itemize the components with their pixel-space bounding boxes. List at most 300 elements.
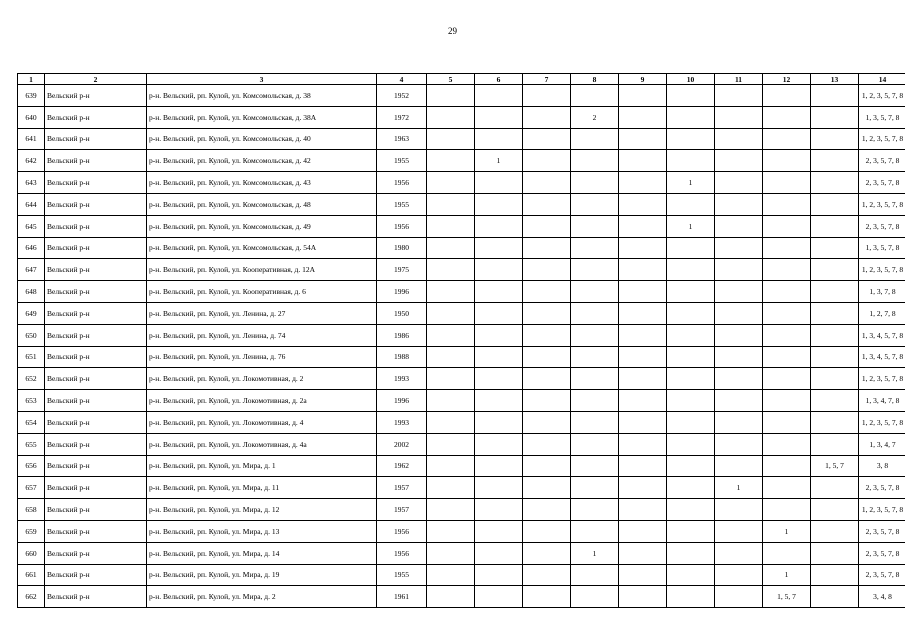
column-header-14: 14 (859, 74, 905, 85)
col-8-cell: 2 (571, 106, 619, 128)
table-row (18, 564, 905, 586)
district-cell: Вельский р-н (45, 85, 147, 107)
district-cell: Вельский р-н (45, 390, 147, 412)
col-13-cell (811, 390, 859, 412)
district-cell: Вельский р-н (45, 586, 147, 608)
col-9-cell (619, 390, 667, 412)
table-row (18, 128, 905, 150)
col-9-cell (619, 259, 667, 281)
col-11-cell (715, 237, 763, 259)
col-9-cell (619, 542, 667, 564)
district-cell: Вельский р-н (45, 324, 147, 346)
district-cell: Вельский р-н (45, 346, 147, 368)
year-cell: 1993 (377, 411, 427, 433)
col-14-cell: 1, 3, 5, 7, 8 (859, 237, 905, 259)
col-13-cell (811, 477, 859, 499)
col-11-cell (715, 520, 763, 542)
district-cell: Вельский р-н (45, 193, 147, 215)
col-12-cell (763, 455, 811, 477)
year-cell: 1996 (377, 281, 427, 303)
col-13-cell (811, 237, 859, 259)
address-cell: р-н. Вельский, рп. Кулой, ул. Комсомольская, д. 48 (147, 193, 377, 215)
col-14-cell: 2, 3, 5, 7, 8 (859, 542, 905, 564)
col-7-cell (523, 499, 571, 521)
column-header-4: 4 (377, 74, 427, 85)
col-11-cell: 1 (715, 477, 763, 499)
col-7-cell (523, 520, 571, 542)
table-row (18, 455, 905, 477)
col-6-cell (475, 499, 523, 521)
col-7-cell (523, 368, 571, 390)
address-cell: р-н. Вельский, рп. Кулой, ул. Мира, д. 13 (147, 520, 377, 542)
col-14-cell: 1, 2, 3, 5, 7, 8 (859, 85, 905, 107)
col-5-cell (427, 368, 475, 390)
table-row (18, 172, 905, 194)
year-cell: 1962 (377, 455, 427, 477)
col-9-cell (619, 128, 667, 150)
col-12-cell (763, 346, 811, 368)
col-7-cell (523, 128, 571, 150)
col-8-cell (571, 215, 619, 237)
col-5-cell (427, 586, 475, 608)
table-row (18, 520, 905, 542)
col-5-cell (427, 324, 475, 346)
col-10-cell (667, 564, 715, 586)
col-9-cell (619, 281, 667, 303)
col-6-cell (475, 411, 523, 433)
col-12-cell (763, 281, 811, 303)
col-13-cell (811, 542, 859, 564)
year-cell: 1952 (377, 85, 427, 107)
col-8-cell (571, 390, 619, 412)
col-11-cell (715, 564, 763, 586)
col-11-cell (715, 106, 763, 128)
col-7-cell (523, 346, 571, 368)
col-12-cell (763, 237, 811, 259)
col-12-cell (763, 259, 811, 281)
col-13-cell (811, 259, 859, 281)
col-10-cell (667, 433, 715, 455)
address-cell: р-н. Вельский, рп. Кулой, ул. Локомотивная, д. 4а (147, 433, 377, 455)
col-11-cell (715, 542, 763, 564)
row-number-cell: 649 (18, 302, 45, 324)
district-cell: Вельский р-н (45, 128, 147, 150)
year-cell: 1961 (377, 586, 427, 608)
district-cell: Вельский р-н (45, 520, 147, 542)
address-cell: р-н. Вельский, рп. Кулой, ул. Комсомольская, д. 40 (147, 128, 377, 150)
col-7-cell (523, 564, 571, 586)
col-5-cell (427, 259, 475, 281)
col-8-cell (571, 302, 619, 324)
table-row (18, 237, 905, 259)
table-row (18, 586, 905, 608)
column-header-5: 5 (427, 74, 475, 85)
table-row (18, 215, 905, 237)
col-8-cell (571, 172, 619, 194)
col-6-cell (475, 433, 523, 455)
col-9-cell (619, 520, 667, 542)
buildings-table (17, 73, 905, 608)
column-header-7: 7 (523, 74, 571, 85)
row-number-cell: 642 (18, 150, 45, 172)
col-11-cell (715, 150, 763, 172)
col-9-cell (619, 106, 667, 128)
col-13-cell (811, 150, 859, 172)
col-9-cell (619, 150, 667, 172)
col-9-cell (619, 368, 667, 390)
col-5-cell (427, 281, 475, 303)
col-7-cell (523, 477, 571, 499)
year-cell: 1955 (377, 150, 427, 172)
district-cell: Вельский р-н (45, 455, 147, 477)
table-row (18, 85, 905, 107)
col-6-cell (475, 368, 523, 390)
col-13-cell (811, 128, 859, 150)
col-10-cell (667, 411, 715, 433)
row-number-cell: 657 (18, 477, 45, 499)
col-8-cell (571, 237, 619, 259)
header-row (18, 74, 905, 85)
col-14-cell: 2, 3, 5, 7, 8 (859, 477, 905, 499)
col-14-cell: 1, 3, 4, 5, 7, 8 (859, 324, 905, 346)
district-cell: Вельский р-н (45, 499, 147, 521)
address-cell: р-н. Вельский, рп. Кулой, ул. Ленина, д. 74 (147, 324, 377, 346)
col-10-cell (667, 520, 715, 542)
col-12-cell (763, 390, 811, 412)
row-number-cell: 648 (18, 281, 45, 303)
col-12-cell (763, 368, 811, 390)
table-row (18, 324, 905, 346)
col-10-cell (667, 281, 715, 303)
col-14-cell: 3, 4, 8 (859, 586, 905, 608)
row-number-cell: 656 (18, 455, 45, 477)
col-5-cell (427, 433, 475, 455)
row-number-cell: 651 (18, 346, 45, 368)
address-cell: р-н. Вельский, рп. Кулой, ул. Мира, д. 19 (147, 564, 377, 586)
col-5-cell (427, 455, 475, 477)
year-cell: 1950 (377, 302, 427, 324)
col-10-cell (667, 586, 715, 608)
year-cell: 1956 (377, 172, 427, 194)
district-cell: Вельский р-н (45, 564, 147, 586)
col-5-cell (427, 302, 475, 324)
address-cell: р-н. Вельский, рп. Кулой, ул. Ленина, д. 76 (147, 346, 377, 368)
col-12-cell (763, 150, 811, 172)
col-11-cell (715, 281, 763, 303)
col-10-cell (667, 324, 715, 346)
table-row (18, 499, 905, 521)
address-cell: р-н. Вельский, рп. Кулой, ул. Комсомольская, д. 42 (147, 150, 377, 172)
col-9-cell (619, 302, 667, 324)
table-row (18, 281, 905, 303)
address-cell: р-н. Вельский, рп. Кулой, ул. Локомотивная, д. 2 (147, 368, 377, 390)
district-cell: Вельский р-н (45, 150, 147, 172)
col-12-cell: 1, 5, 7 (763, 586, 811, 608)
column-header-3: 3 (147, 74, 377, 85)
district-cell: Вельский р-н (45, 281, 147, 303)
col-8-cell (571, 324, 619, 346)
col-12-cell (763, 106, 811, 128)
col-12-cell (763, 193, 811, 215)
year-cell: 1975 (377, 259, 427, 281)
col-8-cell (571, 564, 619, 586)
address-cell: р-н. Вельский, рп. Кулой, ул. Мира, д. 14 (147, 542, 377, 564)
col-5-cell (427, 128, 475, 150)
col-9-cell (619, 499, 667, 521)
row-number-cell: 655 (18, 433, 45, 455)
col-10-cell (667, 542, 715, 564)
col-6-cell: 1 (475, 150, 523, 172)
district-cell: Вельский р-н (45, 433, 147, 455)
col-5-cell (427, 237, 475, 259)
col-11-cell (715, 215, 763, 237)
district-cell: Вельский р-н (45, 302, 147, 324)
col-12-cell (763, 542, 811, 564)
address-cell: р-н. Вельский, рп. Кулой, ул. Комсомольская, д. 38А (147, 106, 377, 128)
col-11-cell (715, 499, 763, 521)
table-row (18, 390, 905, 412)
col-7-cell (523, 302, 571, 324)
table-row (18, 193, 905, 215)
col-12-cell (763, 499, 811, 521)
col-11-cell (715, 586, 763, 608)
col-7-cell (523, 85, 571, 107)
col-13-cell (811, 368, 859, 390)
col-12-cell (763, 128, 811, 150)
address-cell: р-н. Вельский, рп. Кулой, ул. Комсомольская, д. 38 (147, 85, 377, 107)
address-cell: р-н. Вельский, рп. Кулой, ул. Мира, д. 1 (147, 455, 377, 477)
col-5-cell (427, 499, 475, 521)
year-cell: 1986 (377, 324, 427, 346)
col-10-cell (667, 106, 715, 128)
row-number-cell: 662 (18, 586, 45, 608)
year-cell: 2002 (377, 433, 427, 455)
col-5-cell (427, 346, 475, 368)
col-9-cell (619, 85, 667, 107)
col-14-cell: 1, 2, 3, 5, 7, 8 (859, 368, 905, 390)
col-13-cell (811, 324, 859, 346)
column-header-2: 2 (45, 74, 147, 85)
col-11-cell (715, 455, 763, 477)
district-cell: Вельский р-н (45, 411, 147, 433)
table-row (18, 433, 905, 455)
col-13-cell (811, 172, 859, 194)
row-number-cell: 654 (18, 411, 45, 433)
col-13-cell (811, 433, 859, 455)
col-5-cell (427, 390, 475, 412)
col-7-cell (523, 281, 571, 303)
year-cell: 1955 (377, 564, 427, 586)
col-7-cell (523, 106, 571, 128)
col-9-cell (619, 455, 667, 477)
col-10-cell (667, 193, 715, 215)
col-11-cell (715, 368, 763, 390)
row-number-cell: 658 (18, 499, 45, 521)
col-6-cell (475, 237, 523, 259)
col-9-cell (619, 346, 667, 368)
col-10-cell (667, 346, 715, 368)
col-5-cell (427, 193, 475, 215)
col-7-cell (523, 324, 571, 346)
year-cell: 1972 (377, 106, 427, 128)
col-13-cell (811, 302, 859, 324)
row-number-cell: 639 (18, 85, 45, 107)
col-8-cell (571, 193, 619, 215)
table-row (18, 542, 905, 564)
col-12-cell (763, 433, 811, 455)
col-8-cell (571, 455, 619, 477)
col-5-cell (427, 106, 475, 128)
row-number-cell: 640 (18, 106, 45, 128)
col-9-cell (619, 477, 667, 499)
col-8-cell (571, 586, 619, 608)
table-row (18, 259, 905, 281)
col-10-cell (667, 128, 715, 150)
col-13-cell (811, 499, 859, 521)
district-cell: Вельский р-н (45, 215, 147, 237)
address-cell: р-н. Вельский, рп. Кулой, ул. Кооперативная, д. 12А (147, 259, 377, 281)
row-number-cell: 653 (18, 390, 45, 412)
col-13-cell (811, 281, 859, 303)
year-cell: 1956 (377, 215, 427, 237)
col-6-cell (475, 564, 523, 586)
col-8-cell (571, 520, 619, 542)
col-9-cell (619, 564, 667, 586)
col-13-cell (811, 106, 859, 128)
col-6-cell (475, 259, 523, 281)
year-cell: 1955 (377, 193, 427, 215)
row-number-cell: 647 (18, 259, 45, 281)
col-9-cell (619, 586, 667, 608)
col-11-cell (715, 390, 763, 412)
col-5-cell (427, 542, 475, 564)
table-row (18, 346, 905, 368)
col-5-cell (427, 411, 475, 433)
col-13-cell (811, 193, 859, 215)
col-6-cell (475, 586, 523, 608)
col-5-cell (427, 172, 475, 194)
col-6-cell (475, 106, 523, 128)
col-9-cell (619, 237, 667, 259)
col-7-cell (523, 193, 571, 215)
col-12-cell (763, 85, 811, 107)
district-cell: Вельский р-н (45, 106, 147, 128)
col-6-cell (475, 193, 523, 215)
col-8-cell (571, 499, 619, 521)
col-13-cell (811, 411, 859, 433)
col-14-cell: 2, 3, 5, 7, 8 (859, 215, 905, 237)
col-14-cell: 1, 2, 3, 5, 7, 8 (859, 259, 905, 281)
col-8-cell (571, 259, 619, 281)
col-13-cell (811, 346, 859, 368)
year-cell: 1957 (377, 477, 427, 499)
col-12-cell (763, 215, 811, 237)
col-9-cell (619, 172, 667, 194)
col-10-cell (667, 368, 715, 390)
col-7-cell (523, 150, 571, 172)
col-6-cell (475, 128, 523, 150)
col-14-cell: 1, 3, 4, 5, 7, 8 (859, 346, 905, 368)
col-13-cell: 1, 5, 7 (811, 455, 859, 477)
col-10-cell (667, 390, 715, 412)
col-14-cell: 1, 3, 4, 7 (859, 433, 905, 455)
col-10-cell (667, 150, 715, 172)
column-header-12: 12 (763, 74, 811, 85)
col-11-cell (715, 324, 763, 346)
district-cell: Вельский р-н (45, 368, 147, 390)
col-11-cell (715, 302, 763, 324)
address-cell: р-н. Вельский, рп. Кулой, ул. Мира, д. 2 (147, 586, 377, 608)
col-5-cell (427, 215, 475, 237)
col-6-cell (475, 520, 523, 542)
col-8-cell (571, 281, 619, 303)
col-14-cell: 1, 2, 3, 5, 7, 8 (859, 499, 905, 521)
col-12-cell: 1 (763, 520, 811, 542)
column-header-6: 6 (475, 74, 523, 85)
col-7-cell (523, 215, 571, 237)
row-number-cell: 650 (18, 324, 45, 346)
col-6-cell (475, 346, 523, 368)
col-6-cell (475, 324, 523, 346)
table-body (18, 85, 905, 608)
year-cell: 1957 (377, 499, 427, 521)
col-13-cell (811, 520, 859, 542)
col-10-cell (667, 477, 715, 499)
col-12-cell (763, 411, 811, 433)
address-cell: р-н. Вельский, рп. Кулой, ул. Ленина, д. 27 (147, 302, 377, 324)
col-8-cell (571, 433, 619, 455)
col-14-cell: 2, 3, 5, 7, 8 (859, 520, 905, 542)
col-9-cell (619, 411, 667, 433)
col-6-cell (475, 85, 523, 107)
col-11-cell (715, 172, 763, 194)
address-cell: р-н. Вельский, рп. Кулой, ул. Комсомольская, д. 54А (147, 237, 377, 259)
district-cell: Вельский р-н (45, 237, 147, 259)
table-row (18, 411, 905, 433)
col-6-cell (475, 390, 523, 412)
col-7-cell (523, 259, 571, 281)
col-6-cell (475, 455, 523, 477)
col-5-cell (427, 477, 475, 499)
col-7-cell (523, 586, 571, 608)
col-7-cell (523, 411, 571, 433)
column-header-8: 8 (571, 74, 619, 85)
col-11-cell (715, 128, 763, 150)
col-13-cell (811, 586, 859, 608)
address-cell: р-н. Вельский, рп. Кулой, ул. Локомотивная, д. 4 (147, 411, 377, 433)
col-8-cell (571, 368, 619, 390)
col-13-cell (811, 215, 859, 237)
col-6-cell (475, 215, 523, 237)
address-cell: р-н. Вельский, рп. Кулой, ул. Комсомольская, д. 49 (147, 215, 377, 237)
address-cell: р-н. Вельский, рп. Кулой, ул. Локомотивная, д. 2а (147, 390, 377, 412)
col-11-cell (715, 433, 763, 455)
row-number-cell: 652 (18, 368, 45, 390)
col-6-cell (475, 281, 523, 303)
col-10-cell: 1 (667, 215, 715, 237)
table-row (18, 150, 905, 172)
col-14-cell: 1, 2, 3, 5, 7, 8 (859, 193, 905, 215)
col-5-cell (427, 564, 475, 586)
table-header (18, 74, 905, 85)
row-number-cell: 641 (18, 128, 45, 150)
row-number-cell: 645 (18, 215, 45, 237)
col-6-cell (475, 542, 523, 564)
column-header-1: 1 (18, 74, 45, 85)
col-11-cell (715, 85, 763, 107)
col-14-cell: 1, 2, 3, 5, 7, 8 (859, 128, 905, 150)
table-row (18, 106, 905, 128)
